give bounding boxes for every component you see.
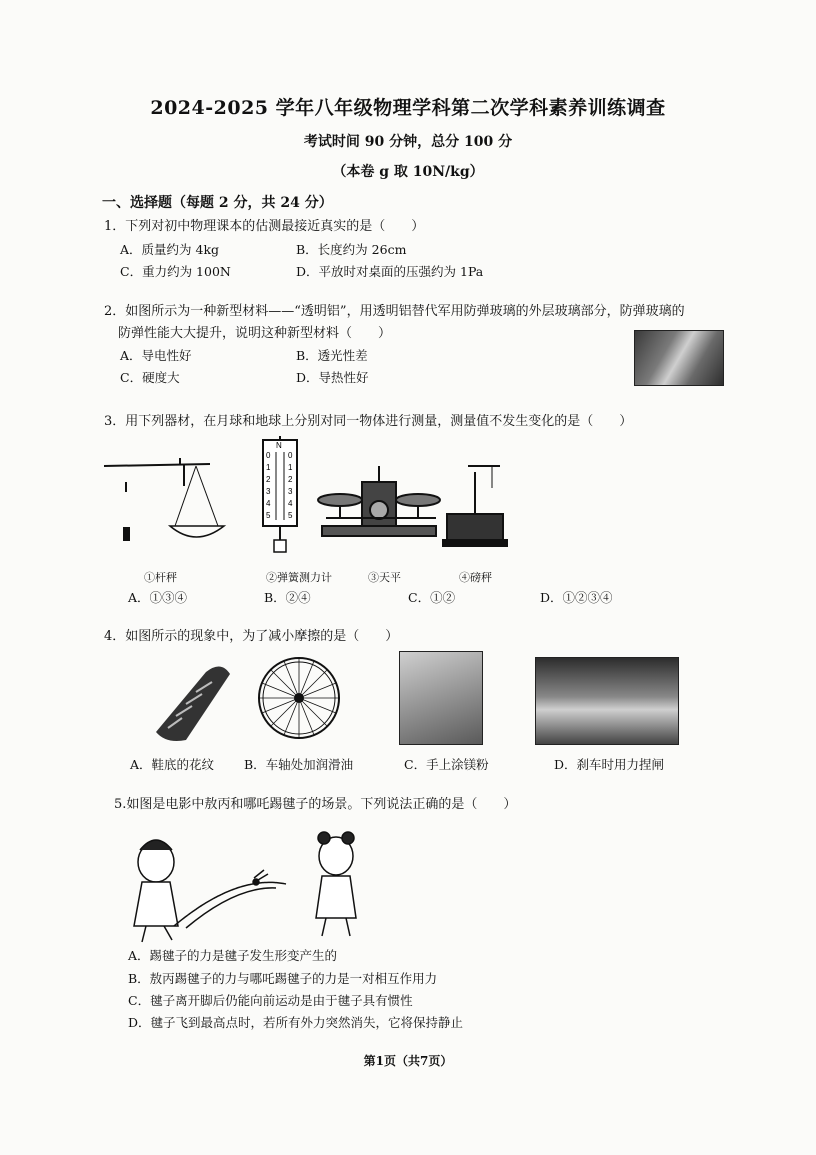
brake-lever-photo (535, 657, 679, 745)
scale-right-3: 3 (288, 487, 293, 496)
q3-option-d: D．①②③④ (540, 590, 613, 605)
caption-spring-scale: ②弹簧测力计 (266, 571, 332, 584)
platform-scale-icon (443, 466, 507, 546)
bicycle-wheel-photo (256, 648, 342, 748)
exam-time-score: 考试时间 90 分钟，总分 100 分 (303, 134, 513, 150)
q4-option-a: A．鞋底的花纹 (130, 757, 215, 772)
scale-left-3: 3 (266, 487, 271, 496)
shoe-sole-photo (146, 652, 236, 744)
scale-left-1: 1 (266, 463, 271, 472)
balance-icon (318, 466, 440, 536)
steelyard-icon (104, 458, 224, 540)
gravity-note: （本卷 g 取 10N/kg） (332, 164, 484, 180)
question-1-stem: 1．下列对初中物理课本的估测最接近真实的是（ ） (104, 219, 425, 234)
question-3-stem: 3．用下列器材，在月球和地球上分别对同一物体进行测量，测量值不发生变化的是（ ） (104, 414, 633, 429)
scale-right-1: 1 (288, 463, 293, 472)
q5-option-d: D．毽子飞到最高点时，若所有外力突然消失，它将保持静止 (128, 1015, 464, 1030)
scale-left-2: 2 (266, 475, 271, 484)
q5-option-b: B．敖丙踢毽子的力与哪吒踢毽子的力是一对相互作用力 (128, 971, 438, 986)
q4-option-b: B．车轴处加润滑油 (244, 757, 354, 772)
q1-option-a: A．质量约为 4kg (120, 242, 220, 257)
page-footer: 第1页（共7页） (363, 1054, 453, 1068)
shuttlecock-kicking-illustration (126, 826, 366, 948)
scale-right-5: 5 (288, 511, 293, 520)
transparent-aluminum-photo (634, 330, 724, 386)
q2-option-c: C．硬度大 (120, 370, 180, 385)
scale-left-5: 5 (266, 511, 271, 520)
q3-instruments-figure (100, 436, 660, 566)
caption-platform-scale: ④磅秤 (459, 571, 492, 584)
q3-option-b: B．②④ (264, 590, 311, 605)
scale-left-0: 0 (266, 451, 271, 460)
q1-option-d: D．平放时对桌面的压强约为 1Pa (296, 264, 484, 279)
q3-option-c: C．①② (408, 590, 456, 605)
scale-left-4: 4 (266, 499, 271, 508)
q4-option-c: C．手上涂镁粉 (404, 757, 489, 772)
scale-right-2: 2 (288, 475, 293, 484)
section-heading: 一、选择题（每题 2 分，共 24 分） (102, 195, 333, 211)
exam-title: 2024-2025 学年八年级物理学科第二次学科素养训练调查 (150, 97, 666, 119)
q2-option-d: D．导热性好 (296, 370, 369, 385)
q5-option-c: C．毽子离开脚后仍能向前运动是由于毽子具有惯性 (128, 993, 413, 1008)
q3-option-a: A．①③④ (128, 590, 188, 605)
caption-balance: ③天平 (368, 571, 401, 584)
q5-option-a: A．踢毽子的力是毽子发生形变产生的 (128, 948, 338, 963)
q1-option-b: B．长度约为 26cm (296, 242, 407, 257)
chalk-hands-photo (399, 651, 483, 745)
question-4-stem: 4．如图所示的现象中，为了减小摩擦的是（ ） (104, 629, 399, 644)
question-2-stem-cont: 防弹性能大大提升，说明这种新型材料（ ） (118, 326, 392, 341)
scale-right-4: 4 (288, 499, 293, 508)
q2-option-b: B．透光性差 (296, 348, 368, 363)
question-2-stem: 2．如图所示为一种新型材料——“透明铝”，用透明铝替代军用防弹玻璃的外层玻璃部分，防弹玻璃的 (104, 304, 685, 319)
q2-option-a: A．导电性好 (120, 348, 192, 363)
question-5-stem: 5.如图是电影中敖丙和哪吒踢毽子的场景。下列说法正确的是（ ） (114, 797, 517, 812)
caption-steelyard: ①杆秤 (144, 571, 177, 584)
scale-right-0: 0 (288, 451, 293, 460)
spring-scale-unit: N (276, 441, 282, 450)
q1-option-c: C．重力约为 100N (120, 264, 231, 279)
q4-option-d: D．刹车时用力捏闸 (554, 757, 665, 772)
